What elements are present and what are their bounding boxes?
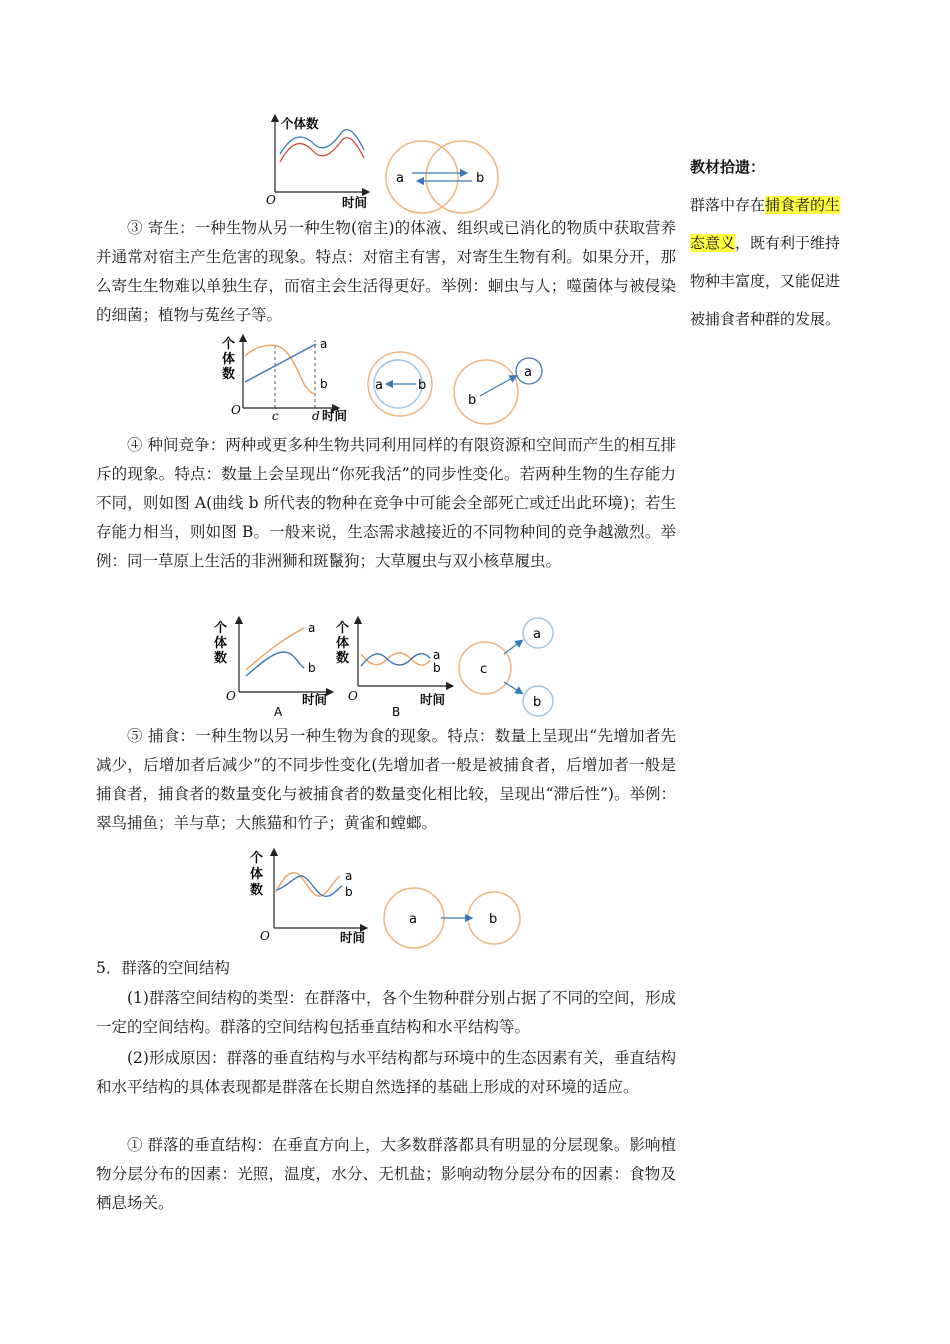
mutualism-xlabel: 时间 [342, 195, 368, 210]
parasitism-circle-label-b: b [418, 378, 427, 393]
predation-figure [244, 846, 524, 946]
competition-paragraph: ④ 种间竞争：两种或更多种生物共同利用同样的有限资源和空间而产生的相互排斥的现象。特点：数量上会呈现出“你死我活”的同步性变化。若两种生物的生存能力不同，则如图 A(曲线 b 所代表的物种在竞争中可能会全部死亡或迁出此环境)；若生存能力相当，则如图 B。一般来说，生态需求越接近的不同物种间的竞争越激烈。举例：同一草原上生活的非洲狮和斑鬣狗；大草履虫与双小核草履虫。 [96, 436, 676, 570]
competition-b-xlabel: 时间 [420, 692, 446, 707]
mutualism-ylabel: 个体数 [281, 116, 319, 131]
parasitism-circle-label-a: a [375, 378, 383, 393]
mutualism-curve-a [280, 138, 364, 162]
sidebar-note [690, 148, 850, 338]
competition-a-curve-b [246, 652, 304, 676]
competition-a-label-b: b [308, 661, 316, 675]
parasitism-label-c: c [272, 409, 279, 423]
parasitism-circle2-label-a: a [524, 365, 532, 380]
competition-b-ylabel-3: 数 [336, 651, 350, 666]
formation-cause-paragraph: (2)形成原因：群落的垂直结构与水平结构都与环境中的生态因素有关，垂直结构和水平结构的具体表现都是群落在长期自然选择的基础上形成的对环境的适应。 [96, 1049, 676, 1096]
mutualism-circle-b [426, 141, 498, 213]
parasitism-ylabel-3: 数 [222, 367, 236, 382]
competition-b-label-b: b [433, 661, 441, 675]
predation-paragraph: ⑤ 捕食：一种生物以另一种生物为食的现象。特点：数量上呈现出“先增加者先减少，后增加者后减少”的不同步性变化(先增加者一般是被捕食者，后增加者一般是捕食者，捕食者的数量变化与被捕食者的数量变化相比较，呈现出“滞后性”)。举例：翠鸟捕鱼；羊与草；大熊猫和竹子；黄雀和螳螂。 [96, 727, 676, 832]
competition-arrow-cb [504, 682, 520, 692]
parasitism-paragraph: ③ 寄生：一种生物从另一种生物(宿主)的体液、组织或已消化的物质中获取营养并通常对宿主产生危害的现象。特点：对宿主有害，对寄生生物有利。如果分开，那么寄生生物难以单独生存，而宿主会生活得更好。举例：蛔虫与人；噬菌体与被侵染的细菌；植物与菟丝子等。 [96, 219, 676, 324]
competition-a-xlabel: 时间 [302, 692, 328, 707]
sidebar-highlight: 捕食者的生态意义 [690, 196, 841, 252]
sidebar-text-2: ，既有利于维持物种丰富度，又能促进被捕食者种群的发展。 [690, 234, 841, 328]
predation-label-a: a [345, 869, 353, 883]
parasitism-arrow-2 [480, 377, 514, 396]
predation-xlabel: 时间 [340, 930, 366, 945]
parasitism-label-b: b [320, 377, 328, 391]
competition-b-ylabel-2: 体 [336, 636, 350, 651]
mutualism-curve-b [280, 130, 364, 154]
mutualism-origin: O [266, 193, 276, 207]
predation-ylabel-1: 个 [250, 851, 264, 866]
competition-circle-label-c: c [480, 662, 488, 677]
predation-ylabel-3: 数 [250, 883, 264, 898]
spatial-structure-types-paragraph: (1)群落空间结构的类型：在群落中，各个生物种群分别占据了不同的空间，形成一定的空间结构。群落的空间结构包括垂直结构和水平结构等。 [96, 989, 676, 1036]
predation-label-b: b [345, 885, 353, 899]
parasitism-label-d: d [312, 409, 320, 423]
predation-ylabel-2: 体 [250, 867, 264, 882]
competition-circle-label-b: b [533, 695, 542, 710]
competition-b-curve-a [361, 653, 430, 665]
competition-a-ylabel-1: 个 [214, 621, 228, 636]
competition-figure [206, 612, 566, 722]
parasitism-circle2-label-b: b [468, 393, 477, 408]
competition-circle-label-a: a [533, 627, 541, 642]
competition-a-ylabel-2: 体 [214, 636, 228, 651]
competition-a-caption: A [274, 705, 283, 719]
competition-b-origin: O [348, 689, 358, 703]
parasitism-origin: O [231, 403, 241, 417]
parasitism-ylabel-2: 体 [222, 352, 236, 367]
competition-b-label-a: a [433, 648, 441, 662]
mutualism-label-a: a [396, 171, 404, 186]
predation-origin: O [260, 929, 270, 943]
section-heading-5: 5．群落的空间结构 [96, 959, 230, 977]
predation-curve-predator [276, 876, 342, 896]
mutualism-figure [250, 112, 510, 212]
parasitism-curve-parasite [245, 344, 316, 382]
parasitism-label-a: a [320, 337, 328, 351]
competition-a-label-a: a [308, 621, 316, 635]
predation-circle-label-a: a [409, 912, 417, 927]
competition-a-ylabel-3: 数 [214, 651, 228, 666]
predation-circle-label-b: b [489, 912, 498, 927]
competition-b-caption: B [392, 705, 401, 719]
vertical-structure-paragraph: ① 群落的垂直结构：在垂直方向上，大多数群落都具有明显的分层现象。影响植物分层分布的因素：光照，温度，水分、无机盐；影响动物分层分布的因素：食物及栖息场关。 [96, 1136, 676, 1212]
parasitism-ylabel-1: 个 [222, 337, 236, 352]
sidebar-body [690, 186, 850, 338]
parasitism-xlabel: 时间 [322, 408, 348, 423]
competition-b-ylabel-1: 个 [336, 621, 350, 636]
sidebar-title: 教材拾遗： [690, 158, 766, 176]
competition-a-curve-a [246, 628, 304, 670]
sidebar-text-1: 群落中存在 [690, 196, 766, 214]
parasitism-curve-host [245, 345, 316, 394]
competition-a-origin: O [226, 689, 236, 703]
parasitism-figure [218, 332, 532, 428]
mutualism-label-b: b [476, 171, 485, 186]
competition-arrow-ca [504, 642, 520, 654]
